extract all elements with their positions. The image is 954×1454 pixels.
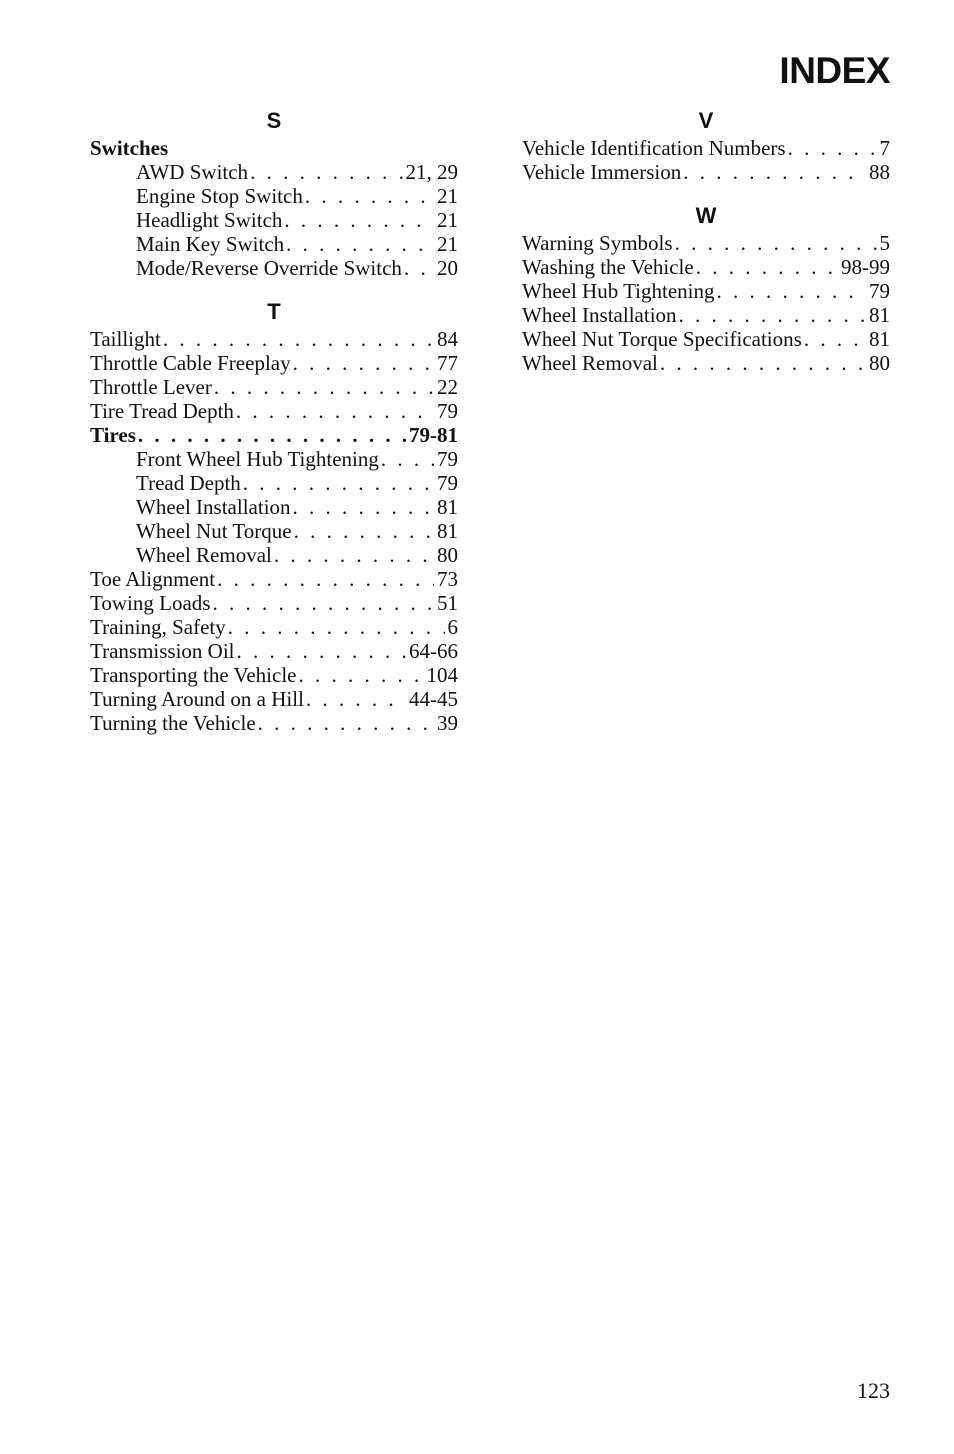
entry-page-ref: 88 — [869, 160, 890, 184]
index-entry — [90, 327, 458, 351]
dot-leader — [284, 208, 434, 232]
entry-page-ref: 104 — [426, 663, 458, 687]
entry-page-ref: 21 — [437, 184, 458, 208]
entry-page-ref: 77 — [437, 351, 458, 375]
dot-leader — [236, 399, 434, 423]
index-section-v — [522, 106, 890, 184]
entry-page-ref: 81 — [869, 327, 890, 351]
dot-leader — [286, 232, 434, 256]
page-title: INDEX — [779, 50, 890, 91]
index-subentry — [90, 232, 458, 256]
dot-leader — [683, 160, 866, 184]
entry-page-ref: 81 — [869, 303, 890, 327]
index-entry — [90, 615, 458, 639]
entry-page-ref: 6 — [447, 615, 458, 639]
entry-page-ref: 21 — [437, 208, 458, 232]
entry-page-ref: 44-45 — [409, 687, 458, 711]
dot-leader — [660, 351, 866, 375]
entry-label: Transporting the Vehicle — [90, 663, 297, 687]
entry-page-ref: 64-66 — [409, 639, 458, 663]
dot-leader — [212, 591, 434, 615]
index-subentry — [90, 471, 458, 495]
index-entry — [90, 567, 458, 591]
dot-leader — [305, 184, 434, 208]
entry-label: Switches — [90, 136, 169, 160]
entry-label: AWD Switch — [136, 160, 249, 184]
index-entry — [522, 327, 890, 351]
entry-page-ref: 51 — [437, 591, 458, 615]
index-entry — [90, 399, 458, 423]
entry-label: Washing the Vehicle — [522, 255, 694, 279]
section-letter: T — [267, 299, 281, 324]
index-entry — [90, 136, 458, 160]
index-entry — [90, 663, 458, 687]
index-entry — [522, 279, 890, 303]
index-entry — [522, 231, 890, 255]
dot-leader — [243, 471, 434, 495]
index-subentry — [90, 495, 458, 519]
dot-leader — [138, 423, 406, 447]
index-entry — [522, 255, 890, 279]
entry-label: Wheel Removal — [522, 351, 658, 375]
dot-leader — [675, 231, 877, 255]
index-entry-list — [522, 136, 890, 184]
entry-label: Towing Loads — [90, 591, 211, 615]
entry-page-ref: 20 — [437, 256, 458, 280]
entry-label: Tread Depth — [136, 471, 241, 495]
entry-label: Vehicle Identification Numbers — [522, 136, 786, 160]
index-entry-list — [90, 327, 458, 735]
index-entry — [522, 160, 890, 184]
entry-page-ref: 81 — [437, 495, 458, 519]
entry-label: Taillight — [90, 327, 161, 351]
dot-leader — [163, 327, 434, 351]
entry-page-ref: 7 — [879, 136, 890, 160]
entry-page-ref: 79 — [869, 279, 890, 303]
entry-page-ref: 79 — [437, 471, 458, 495]
entry-label: Wheel Nut Torque — [136, 519, 292, 543]
entry-label: Transmission Oil — [90, 639, 235, 663]
entry-page-ref: 39 — [437, 711, 458, 735]
entry-label: Tires — [90, 423, 136, 447]
entry-label: Training, Safety — [90, 615, 226, 639]
dot-leader — [294, 519, 434, 543]
page-number: 123 — [857, 1378, 890, 1403]
entry-page-ref: 80 — [869, 351, 890, 375]
index-subentry — [90, 184, 458, 208]
entry-label: Vehicle Immersion — [522, 160, 682, 184]
dot-leader — [298, 663, 423, 687]
dot-leader — [679, 303, 866, 327]
index-entry — [90, 375, 458, 399]
index-section-w — [522, 201, 890, 375]
entry-label: Toe Alignment — [90, 567, 216, 591]
entry-page-ref: 79-81 — [409, 423, 458, 447]
entry-label: Engine Stop Switch — [136, 184, 303, 208]
dot-leader — [293, 495, 434, 519]
entry-page-ref: 21 — [437, 232, 458, 256]
index-entry — [90, 423, 458, 447]
section-letter: V — [698, 108, 714, 133]
dot-leader — [228, 615, 445, 639]
entry-label: Wheel Installation — [522, 303, 677, 327]
dot-leader — [788, 136, 877, 160]
entry-label: Tire Tread Depth — [90, 399, 234, 423]
entry-label: Wheel Nut Torque Specifications — [522, 327, 802, 351]
index-subentry — [90, 447, 458, 471]
dot-leader — [258, 711, 434, 735]
dot-leader — [306, 687, 406, 711]
entry-page-ref: 22 — [437, 375, 458, 399]
entry-page-ref: 79 — [437, 447, 458, 471]
dot-leader — [250, 160, 402, 184]
index-section-s — [90, 106, 458, 280]
index-subentry — [90, 208, 458, 232]
entry-label: Warning Symbols — [522, 231, 673, 255]
entry-page-ref: 81 — [437, 519, 458, 543]
entry-page-ref: 98-99 — [841, 255, 890, 279]
entry-page-ref: 5 — [879, 231, 890, 255]
dot-leader — [274, 543, 434, 567]
index-entry — [90, 351, 458, 375]
index-section-t — [90, 297, 458, 735]
entry-page-ref: 21, 29 — [405, 160, 458, 184]
dot-leader — [381, 447, 434, 471]
dot-leader — [293, 351, 434, 375]
entry-label: Mode/Reverse Override Switch — [136, 256, 402, 280]
index-subentry — [90, 519, 458, 543]
entry-label: Front Wheel Hub Tightening — [136, 447, 379, 471]
section-letter: S — [266, 108, 282, 133]
index-subentry — [90, 256, 458, 280]
index-entry — [90, 591, 458, 615]
dot-leader — [237, 639, 406, 663]
index-column-right — [522, 106, 890, 392]
entry-label: Turning the Vehicle — [90, 711, 256, 735]
dot-leader — [696, 255, 838, 279]
index-subentry — [90, 543, 458, 567]
entry-label: Throttle Cable Freeplay — [90, 351, 291, 375]
entry-page-ref: 79 — [437, 399, 458, 423]
entry-label: Wheel Hub Tightening — [522, 279, 715, 303]
dot-leader — [804, 327, 866, 351]
index-entry — [522, 136, 890, 160]
entry-page-ref: 80 — [437, 543, 458, 567]
entry-label: Throttle Lever — [90, 375, 212, 399]
entry-label: Wheel Installation — [136, 495, 291, 519]
index-column-left — [90, 106, 458, 752]
index-entry — [522, 351, 890, 375]
entry-label: Wheel Removal — [136, 543, 272, 567]
entry-label: Turning Around on a Hill — [90, 687, 304, 711]
dot-leader — [214, 375, 434, 399]
entry-label: Main Key Switch — [136, 232, 285, 256]
dot-leader — [717, 279, 867, 303]
index-entry — [90, 639, 458, 663]
dot-leader — [217, 567, 434, 591]
index-entry — [90, 687, 458, 711]
index-entry — [522, 303, 890, 327]
section-letter: W — [695, 203, 717, 228]
entry-page-ref: 73 — [437, 567, 458, 591]
entry-page-ref: 84 — [437, 327, 458, 351]
index-entry — [90, 711, 458, 735]
index-entry-list — [522, 231, 890, 375]
dot-leader — [404, 256, 434, 280]
entry-label: Headlight Switch — [136, 208, 283, 232]
index-entry-list — [90, 136, 458, 280]
index-subentry — [90, 160, 458, 184]
